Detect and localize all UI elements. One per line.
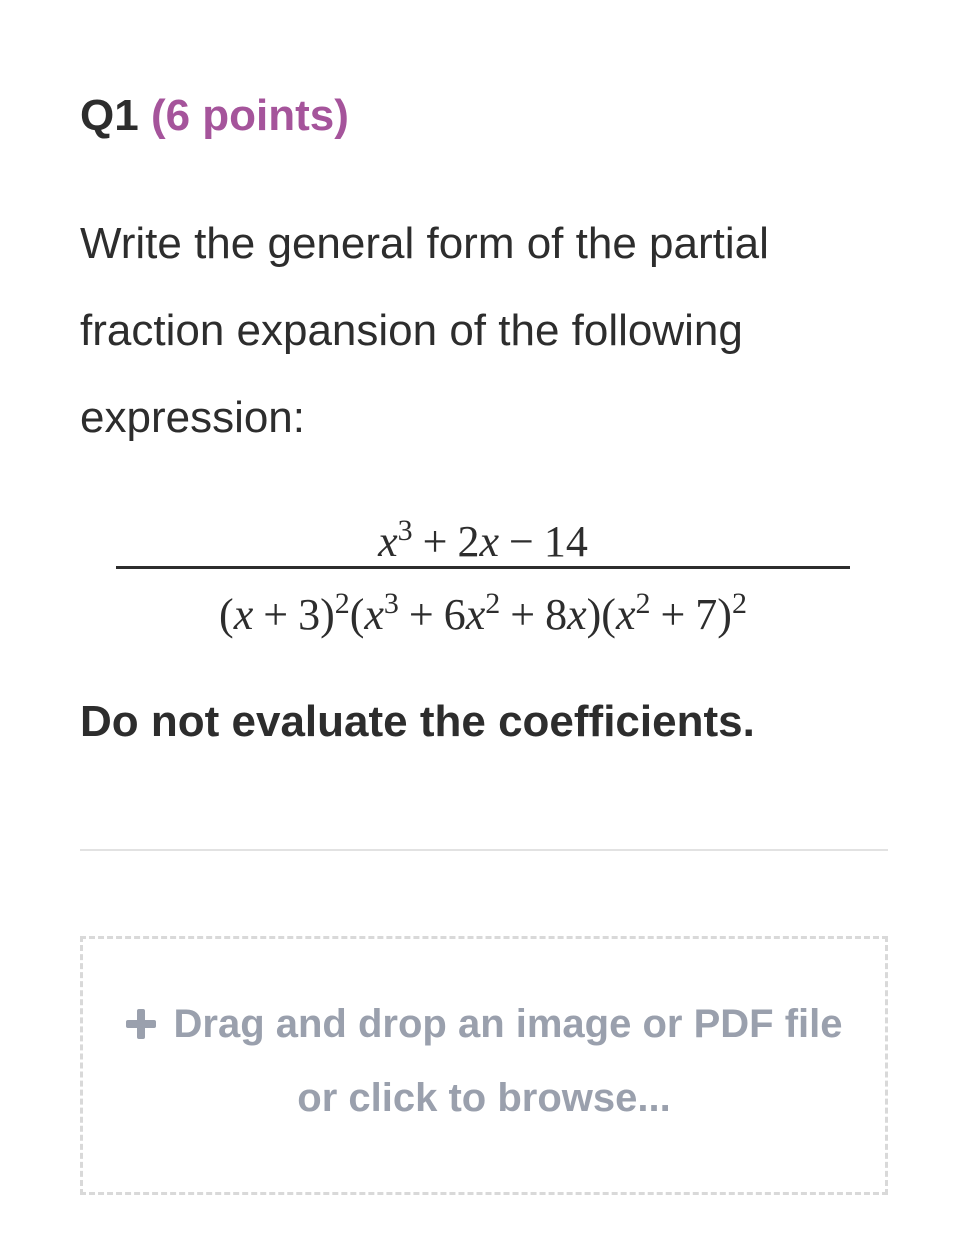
math-exponent: 3 xyxy=(383,587,399,620)
math-operator: + xyxy=(660,590,686,639)
upload-label: Drag and drop an image or PDF file or click to browse... xyxy=(173,1002,843,1120)
math-operator: + xyxy=(263,590,289,639)
math-var: x xyxy=(233,590,254,639)
math-operator: + xyxy=(510,590,536,639)
question-instruction: Do not evaluate the coefficients. xyxy=(80,697,755,746)
section-divider xyxy=(80,849,888,851)
upload-prompt[interactable] xyxy=(113,987,855,1135)
math-exponent: 2 xyxy=(485,587,501,620)
math-paren: ) xyxy=(320,590,335,639)
math-paren: ( xyxy=(601,590,616,639)
fraction-numerator xyxy=(116,500,850,566)
math-paren: ) xyxy=(586,590,602,639)
math-paren: ( xyxy=(349,590,365,639)
question-number: Q1 xyxy=(80,91,139,140)
question-prompt: Write the general form of the partial fraction expansion of the following expression: xyxy=(80,219,769,442)
math-var: x xyxy=(615,590,636,639)
question-header xyxy=(80,88,349,144)
math-const: 3 xyxy=(298,590,321,639)
math-const: 2 xyxy=(457,517,480,566)
math-exponent: 2 xyxy=(334,587,350,620)
math-var: x xyxy=(364,590,384,639)
math-var: x xyxy=(479,517,500,566)
math-operator: − xyxy=(509,517,534,566)
math-paren: ( xyxy=(219,590,234,639)
fraction-denominator xyxy=(116,573,850,639)
math-paren: ) xyxy=(717,590,732,639)
plus-icon xyxy=(126,1009,156,1039)
math-operator: + xyxy=(408,590,434,639)
math-const: 7 xyxy=(695,590,718,639)
math-var: x xyxy=(465,590,486,639)
fraction-bar xyxy=(116,566,850,569)
file-upload-dropzone[interactable] xyxy=(80,936,888,1195)
math-var: x xyxy=(378,517,398,566)
math-var: x xyxy=(567,590,587,639)
math-exponent: 2 xyxy=(731,587,747,620)
math-operator: + xyxy=(422,517,448,566)
question-points: (6 points) xyxy=(150,91,349,140)
math-const: 6 xyxy=(443,590,466,639)
math-const: 8 xyxy=(545,590,568,639)
math-exponent: 2 xyxy=(635,587,651,620)
math-expression xyxy=(116,500,850,639)
math-exponent: 3 xyxy=(397,514,413,547)
math-const: 14 xyxy=(543,517,588,566)
